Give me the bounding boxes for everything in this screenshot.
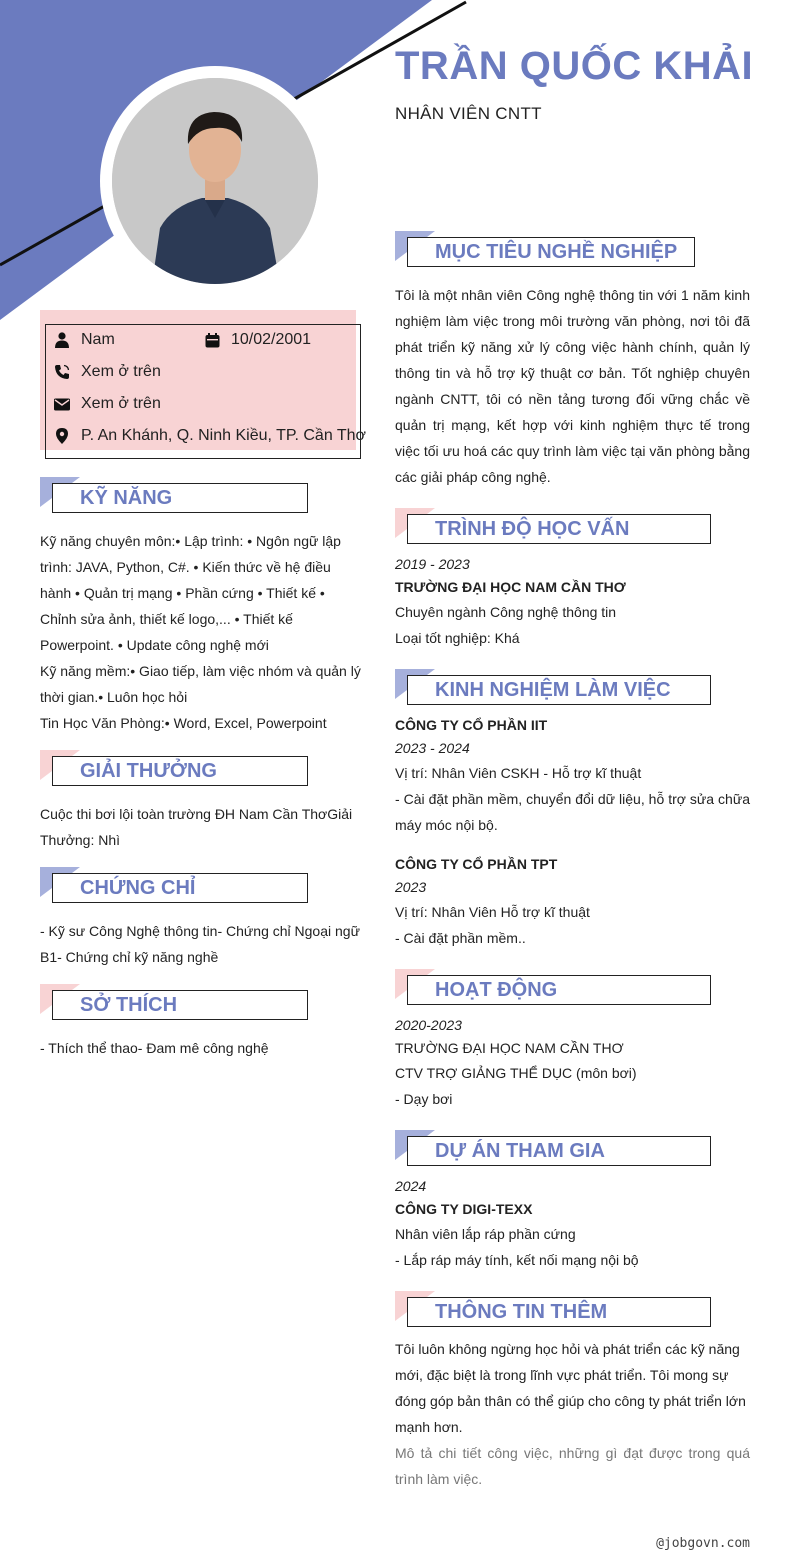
list-line: Thưởng: Nhì [40, 832, 121, 848]
job-1-period: 2023 - 2024 [395, 740, 470, 756]
phone-icon [53, 363, 71, 381]
list-line: Cuộc thi bơi lội toàn trường ĐH Nam Cần ThơGiải [40, 806, 353, 822]
education-school: TRƯỜNG ĐẠI HỌC NAM CẦN THƠ [395, 579, 626, 595]
additional-text: Tôi luôn không ngừng học hỏi và phát triển các kỹ năng mới, đặc biệt là trong lĩnh vực phát triển. Tôi mong sự đóng góp bản thân có thể giúp cho công ty phát triển lớn mạnh hơn. [395, 1341, 746, 1435]
job-2-company: CÔNG TY CỔ PHẦN TPT [395, 856, 558, 872]
projects-heading: DỰ ÁN THAM GIA [395, 1130, 711, 1166]
list-line: Kỹ năng chuyên môn:• Lập trình: • Ngôn ngữ lập [40, 533, 341, 549]
contact-email [53, 395, 161, 413]
contact-address [53, 427, 366, 445]
projects-desc: - Lắp ráp máy tính, kết nối mạng nội bộ [395, 1252, 639, 1268]
calendar-icon [203, 331, 221, 349]
activities-period: 2020-2023 [395, 1017, 462, 1033]
list-line: Chỉnh sửa ảnh, thiết kế logo,... • Thiết kế [40, 611, 293, 627]
objective-heading: MỤC TIÊU NGHỀ NGHIỆP [395, 231, 695, 267]
objective-text: Tôi là một nhân viên Công nghệ thông tin với 1 năm kinh nghiệm làm việc trong môi trường văn phòng, nơi tôi đã phát triển kỹ năng xử lý công việc hành chính, quản lý thông tin và hỗ trợ kỹ thuật cơ bản. Tốt nghiệp chuyên ngành CNTT, tôi có nền tảng tương đối vững chắc về quản trị mạng, kết hợp với kinh nghiệm thực tế trong việc tối ưu hoá các quy trình làm việc tại văn phòng bằng các giải pháp công nghệ. [395, 287, 750, 485]
experience-heading: KINH NGHIỆM LÀM VIỆC [395, 669, 711, 705]
job-1-company: CÔNG TY CỔ PHẦN IIT [395, 717, 548, 733]
awards-heading: GIẢI THƯỞNG [40, 750, 310, 786]
avatar [112, 78, 318, 284]
projects-role: Nhân viên lắp ráp phần cứng [395, 1226, 576, 1242]
map-pin-icon [53, 427, 71, 445]
list-line: thời gian.• Luôn học hỏi [40, 689, 188, 705]
watermark: @jobgovn.com [656, 1536, 750, 1551]
education-grade: Loại tốt nghiệp: Khá [395, 630, 520, 646]
education-heading: TRÌNH ĐỘ HỌC VẤN [395, 508, 711, 544]
certificates-heading: CHỨNG CHỈ [40, 867, 310, 903]
hobbies-heading: SỞ THÍCH [40, 984, 310, 1020]
list-line: Kỹ năng mềm:• Giao tiếp, làm việc nhóm và quản lý [40, 663, 361, 679]
activities-org: TRƯỜNG ĐẠI HỌC NAM CẦN THƠ [395, 1040, 624, 1056]
skills-heading: KỸ NĂNG [40, 477, 310, 513]
additional-note: Mô tả chi tiết công việc, những gì đạt được trong quá trình làm việc. [395, 1445, 750, 1487]
list-line: B1- Chứng chỉ kỹ năng nghề [40, 949, 219, 965]
job-1-desc: - Cài đặt phần mềm, chuyển đổi dữ liệu, hỗ trợ sửa chữa máy móc nội bộ. [395, 791, 750, 833]
contact-gender [53, 331, 115, 349]
gender-value: Nam [81, 331, 115, 348]
additional-heading: THÔNG TIN THÊM [395, 1291, 711, 1327]
education-major: Chuyên ngành Công nghệ thông tin [395, 604, 617, 620]
contact-birthdate [203, 331, 311, 349]
avatar-frame [100, 66, 330, 296]
list-line: - Kỹ sư Công Nghệ thông tin- Chứng chỉ Ngoại ngữ [40, 923, 360, 939]
activities-desc: - Dạy bơi [395, 1091, 453, 1107]
list-line: hành • Quản trị mạng • Phần cứng • Thiết kế • [40, 585, 325, 601]
email-value: Xem ở trên [81, 395, 161, 412]
job-title: NHÂN VIÊN CNTT [395, 104, 542, 123]
address-value: P. An Khánh, Q. Ninh Kiều, TP. Cần Thơ [81, 427, 367, 444]
list-line: - Thích thể thao- Đam mê công nghệ [40, 1040, 269, 1056]
envelope-icon [53, 395, 71, 413]
list-line: Powerpoint. • Update công nghệ mới [40, 637, 269, 653]
job-1-position: Vị trí: Nhân Viên CSKH - Hỗ trợ kĩ thuật [395, 765, 642, 781]
activities-role: CTV TRỢ GIẢNG THỂ DỤC (môn bơi) [395, 1065, 637, 1081]
phone-value: Xem ở trên [81, 363, 161, 380]
person-icon [53, 331, 71, 349]
birthdate-value: 10/02/2001 [231, 331, 312, 348]
contact-phone [53, 363, 161, 381]
job-2-desc: - Cài đặt phần mềm.. [395, 930, 526, 946]
list-line: trình: JAVA, Python, C#. • Kiến thức về hệ điều [40, 559, 331, 575]
activities-heading: HOẠT ĐỘNG [395, 969, 711, 1005]
projects-period: 2024 [395, 1178, 427, 1194]
list-line: Tin Học Văn Phòng:• Word, Excel, Powerpoint [40, 715, 327, 731]
education-period: 2019 - 2023 [395, 556, 470, 572]
job-2-position: Vị trí: Nhân Viên Hỗ trợ kĩ thuật [395, 904, 590, 920]
projects-company: CÔNG TY DIGI-TEXX [395, 1201, 533, 1217]
candidate-name: TRẦN QUỐC KHẢI [395, 44, 754, 88]
job-2-period: 2023 [395, 879, 427, 895]
